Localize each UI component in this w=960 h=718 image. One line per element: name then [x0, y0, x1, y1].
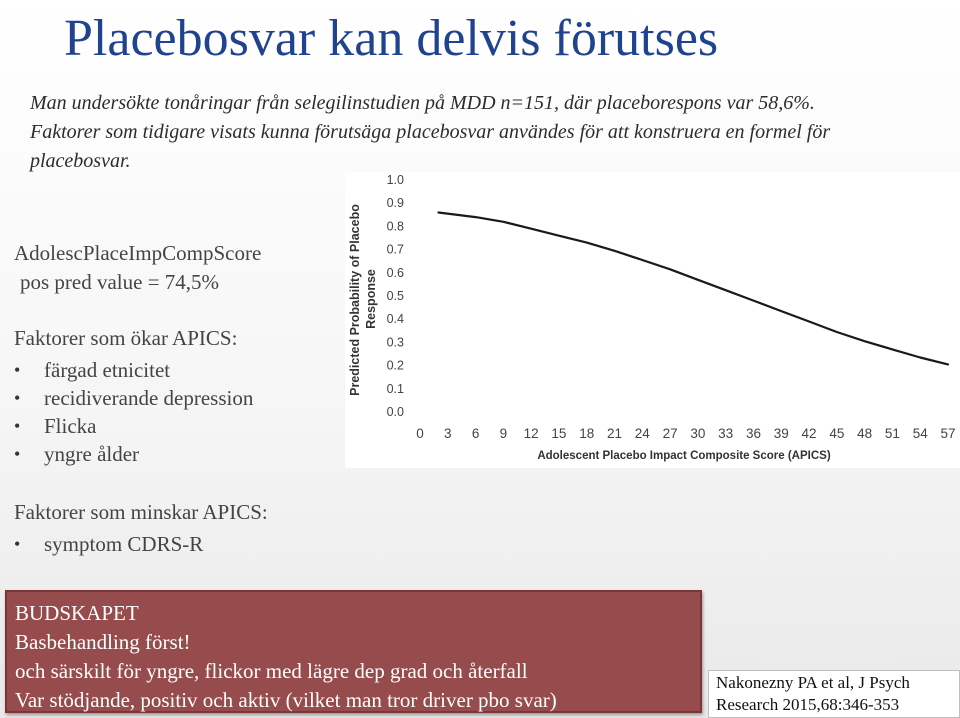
- intro-text: Man undersökte tonåringar från selegilinstudien på MDD n=151, där placeborespons var 58,6%. Faktorer som tidigare visats kunna förutsäga placebosvar användes för att konstruera en formel för placebosvar.: [30, 92, 831, 172]
- x-tick-label: 30: [690, 426, 706, 441]
- slide-title: Placebosvar kan delvis förutses: [64, 10, 719, 67]
- citation-box: [708, 670, 960, 718]
- y-tick-label: 0.5: [386, 289, 404, 303]
- probability-chart: [345, 172, 960, 468]
- citation-line: Nakonezny PA et al, J Psych: [716, 673, 910, 692]
- x-tick-label: 3: [444, 426, 452, 441]
- y-tick-label: 0.6: [386, 265, 404, 280]
- x-tick-label: 45: [829, 426, 845, 441]
- chart-canvas: [345, 172, 960, 468]
- x-axis-label: Adolescent Placebo Impact Composite Score (APICS): [537, 450, 831, 462]
- x-tick-label: 51: [884, 426, 900, 441]
- y-axis-label: Predicted Probability of Placebo: [348, 204, 362, 396]
- bullet-icon: •: [14, 444, 21, 464]
- x-tick-label: 18: [579, 426, 595, 441]
- budskapet-line: och särskilt för yngre, flickor med lägre dep grad och återfall: [15, 659, 528, 683]
- x-tick-label: 0: [416, 426, 424, 441]
- y-tick-label: 0.9: [386, 196, 404, 211]
- y-tick-label: 1.0: [386, 173, 404, 187]
- list-item-label: yngre ålder: [44, 442, 140, 466]
- increase-factors-heading: Faktorer som ökar APICS:: [14, 326, 238, 350]
- y-tick-label: 0.4: [386, 312, 404, 327]
- list-item: [14, 412, 253, 440]
- x-tick-label: 39: [773, 426, 789, 441]
- y-tick-label: 0.2: [386, 358, 404, 373]
- x-tick-label: 24: [634, 426, 650, 441]
- x-tick-label: 12: [523, 426, 539, 441]
- decrease-factors-heading: Faktorer som minskar APICS:: [14, 500, 268, 524]
- list-item: [14, 530, 203, 558]
- bullet-icon: •: [14, 388, 21, 408]
- y-axis-label-line2: Response: [364, 269, 378, 329]
- budskapet-line: Var stödjande, positiv och aktiv (vilket man tror driver pbo svar): [15, 688, 557, 712]
- x-tick-label: 42: [801, 426, 817, 441]
- bullet-icon: •: [14, 360, 21, 380]
- series-line: [439, 213, 949, 365]
- decrease-factors-list: [14, 530, 203, 558]
- x-tick-label: 36: [745, 426, 761, 441]
- list-item-label: Flicka: [44, 414, 97, 438]
- budskapet-box: [5, 590, 702, 713]
- list-item: [14, 440, 253, 468]
- y-tick-label: 0.3: [386, 335, 404, 350]
- x-tick-label: 15: [551, 426, 567, 441]
- citation-line: Research 2015,68:346-353: [716, 695, 900, 714]
- y-tick-label: 0.1: [386, 381, 404, 396]
- list-item: [14, 384, 253, 412]
- budskapet-line: Basbehandling först!: [15, 630, 191, 654]
- x-tick-label: 21: [607, 426, 623, 441]
- score-value: pos pred value = 74,5%: [20, 270, 220, 294]
- y-tick-label: 0.8: [386, 219, 404, 234]
- y-tick-label: 0.7: [386, 242, 404, 257]
- x-tick-label: 54: [912, 426, 928, 441]
- list-item-label: recidiverande depression: [44, 386, 254, 410]
- x-tick-label: 48: [857, 426, 873, 441]
- bullet-icon: •: [14, 416, 21, 436]
- list-item-label: symptom CDRS-R: [44, 532, 204, 556]
- y-tick-label: 0.0: [386, 405, 404, 419]
- x-tick-label: 6: [471, 426, 480, 441]
- list-item: [14, 356, 253, 384]
- x-tick-label: 57: [940, 426, 956, 441]
- x-tick-label: 33: [718, 426, 734, 441]
- increase-factors-list: [14, 356, 253, 468]
- x-tick-label: 9: [499, 426, 508, 441]
- x-tick-label: 27: [662, 426, 678, 441]
- bullet-icon: •: [14, 534, 21, 554]
- list-item-label: färgad etnicitet: [44, 358, 171, 382]
- budskapet-heading: BUDSKAPET: [15, 601, 139, 625]
- score-name: AdolescPlaceImpCompScore: [14, 241, 262, 265]
